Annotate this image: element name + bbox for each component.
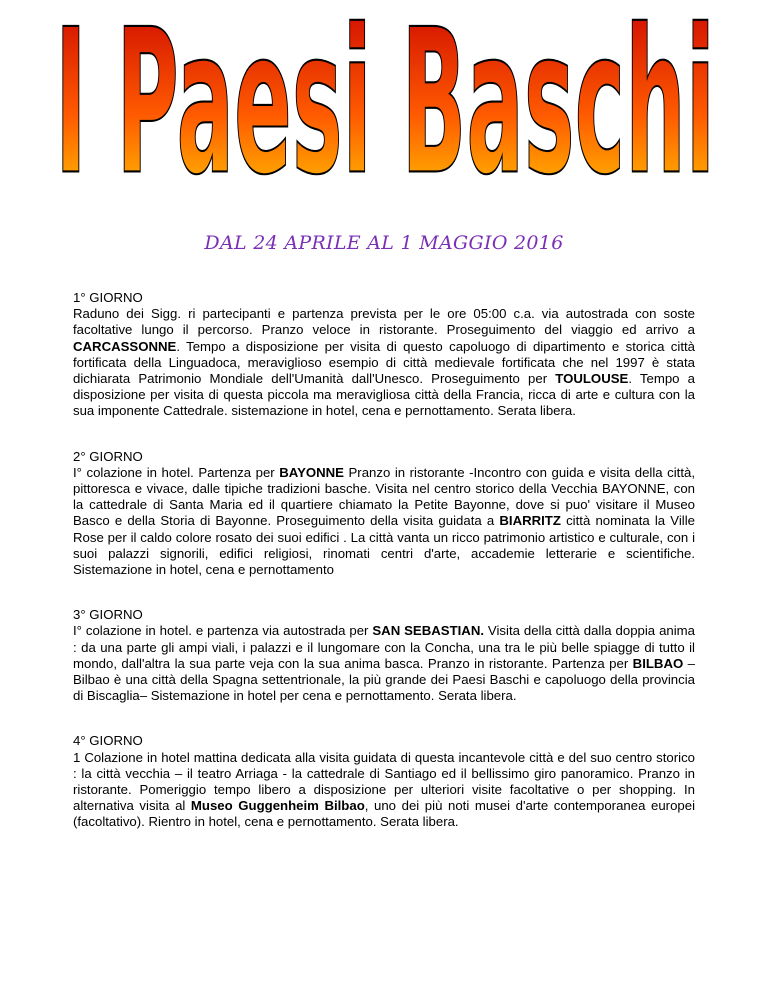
day-section	[73, 607, 695, 704]
day-section	[73, 733, 695, 830]
day-header: 2° GIORNO	[73, 448, 143, 464]
place-name: BIARRITZ	[499, 513, 561, 529]
day-text: Visita della città dalla doppia anima : da una parte gli ampi viali, i palazzi e il lungomare con la Concha, una tra le più belle spiagge di tutto il mondo, dall'altra la sua parte veja con la sua anima basca. Pranzo in ristorante. Partenza per	[73, 623, 695, 671]
day-text: Raduno dei Sigg. ri partecipanti e partenza prevista per le ore 05:00 c.a. via autostrada con soste facoltative lungo il percorso. Pranzo veloce in ristorante. Proseguimento del viaggio ed arrivo a	[73, 306, 695, 338]
place-name: BILBAO	[632, 655, 684, 671]
place-name: BAYONNE	[279, 464, 344, 480]
day-header: 1° GIORNO	[73, 290, 143, 305]
day-section	[73, 449, 695, 579]
title-wordart	[40, 18, 730, 208]
day-header: 4° GIORNO	[73, 733, 143, 749]
title-wordart-graphic	[40, 18, 730, 208]
day-text: 1 Colazione in hotel mattina dedicata alla visita guidata di questa incantevole città e del suo centro storico : la città vecchia – il teatro Arriaga - la cattedrale di Santiago ed il bellissimo giro panoramico. Pranzo in ristorante. Pomeriggio tempo libero a disposizione per ulteriori visite facoltative o per shopping. In alternativa visita al	[73, 749, 695, 814]
day-header: 3° GIORNO	[73, 607, 143, 623]
itinerary	[73, 290, 695, 831]
date-range: DAL 24 APRILE AL 1 MAGGIO 2016	[204, 232, 564, 254]
place-name: Museo Guggenheim Bilbao	[190, 798, 365, 814]
day-text: città nominata la Ville Rose per il caldo colore rosato dei suoi edifici . La città vanta un ricco patrimonio artistico e culturale, con i suoi palazzi signorili, edifici religiosi, rinomati centri d'arte, accademie letterarie e scientifiche. Sistemazione in hotel, cena e pernottamento	[73, 513, 695, 578]
day-text: I° colazione in hotel. Partenza per	[73, 464, 280, 480]
day-text: . Tempo a disposizione per visita di questo capoluogo di dipartimento e storica città fortificata della Linguadoca, meraviglioso esempio di città medievale fortificata che nel 1997 è stata dichiarata Patrimonio Mondiale dell'Umanità dall'Unesco. Proseguimento per	[73, 338, 695, 387]
day-text: Pranzo in ristorante -Incontro con guida e visita della città, pittoresca e vivace, dalle tipiche tradizioni basche. Visita nel centro storico della Vecchia BAYONNE, con la cattedrale di Santa Maria ed il quartiere chiamato la Petite Bayonne, dove si puo' visitare il Museo Basco e della Storia di Bayonne. Proseguimento della visita guidata a	[73, 464, 695, 529]
place-name: CARCASSONNE	[73, 338, 177, 354]
day-text: I° colazione in hotel. e partenza via autostrada per	[73, 623, 373, 639]
page-title: I Paesi Baschi	[55, 18, 716, 208]
place-name: TOULOUSE	[555, 371, 629, 387]
day-text: , uno dei più noti musei d'arte contemporanea europei (facoltativo). Rientro in hotel, cena e pernottamento. Serata libera.	[73, 798, 695, 830]
day-section	[73, 290, 695, 420]
place-name: SAN SEBASTIAN.	[372, 623, 485, 639]
day-text: –Bilbao è una città della Spagna settentrionale, la più grande dei Paesi Baschi e capoluogo della provincia di Biscaglia– Sistemazione in hotel per cena e pernottamento. Serata libera.	[73, 655, 696, 704]
day-text: . Tempo a disposizione per visita di questa piccola ma meravigliosa città della Francia, ricca di arte e cultura con la sua imponente Cattedrale. sistemazione in hotel, cena e pernottamento. Serata libera.	[73, 371, 695, 419]
